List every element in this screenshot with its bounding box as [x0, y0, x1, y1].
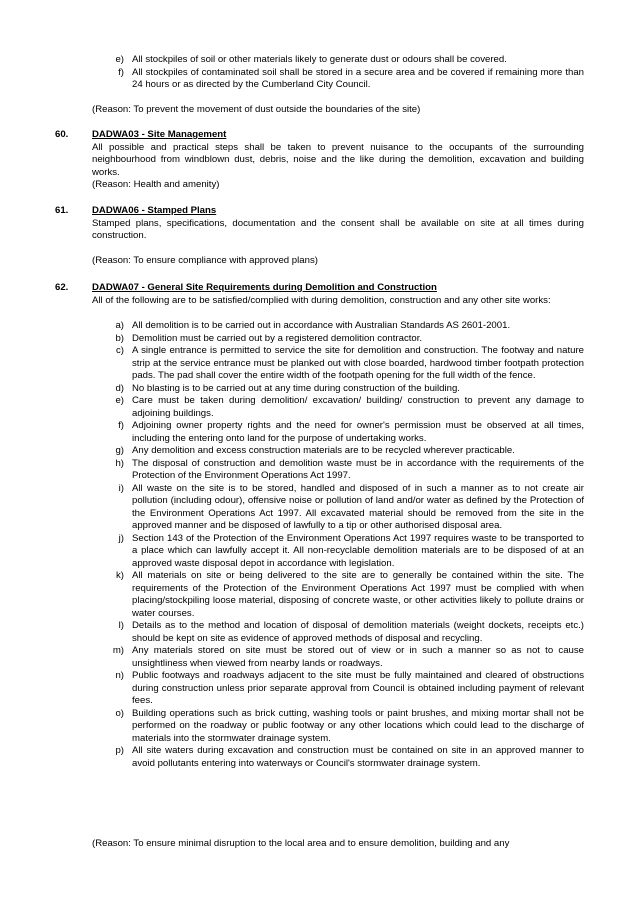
condition-62 [92, 282, 584, 307]
list-item [108, 333, 584, 346]
item-text: Public footways and roadways adjacent to the site must be fully maintained and cleared of obstructions during construction unless prior separate approval from Council is obtained including payment of relevant fees. [132, 670, 584, 706]
item-text: A single entrance is permitted to service the site for demolition and construction. The footway and nature strip at the service entrance must be planked out with close boarded, hardwood timber footpath protection pads. The pad shall cover the entire width of the footpath opening for the full width of the fence. [132, 345, 584, 381]
item-text: The disposal of construction and demolition waste must be in accordance with the requirements of the Protection of the Environment Operations Act 1997. [132, 457, 584, 481]
item-text: All demolition is to be carried out in accordance with Australian Standards AS 2601-2001. [132, 320, 511, 331]
item-letter: m) [112, 645, 124, 656]
item-text: All stockpiles of contaminated soil shall be stored in a secure area and be covered if remaining more than 24 hours or as directed by the Cumberland City Council. [132, 66, 584, 90]
item-letter: j) [118, 532, 124, 544]
condition-intro: All of the following are to be satisfied/complied with during demolition, construction and any other site works: [92, 294, 551, 306]
item-letter: f) [118, 66, 124, 78]
list-item [108, 445, 584, 458]
item-text: All site waters during excavation and construction must be contained on site in an approved manner to avoid pollutants entering into waterways or Council's stormwater drainage system. [132, 745, 584, 769]
item-text: Building operations such as brick cutting, washing tools or paint brushes, and mixing mortar shall not be performed on the roadway or public footway or any other locations which could lead to the discharge of materials into the stormwater drainage system. [132, 707, 584, 744]
item-letter: g) [115, 445, 124, 456]
condition-heading: DADWA03 - Site Management [92, 129, 227, 140]
list-item [108, 483, 584, 533]
list-item [108, 745, 584, 770]
list-item [108, 54, 584, 67]
item-letter: e) [115, 54, 124, 65]
list-item [108, 420, 584, 445]
item-letter: c) [116, 345, 124, 356]
item-letter: e) [115, 395, 124, 406]
list-item [108, 708, 584, 746]
item-text: No blasting is to be carried out at any time during construction of the building. [132, 382, 460, 394]
condition-body: All possible and practical steps shall be taken to prevent nuisance to the occupants of the surrounding neighbourhood from windblown dust, debris, noise and the like during the demolition, excavation and building works. [92, 141, 584, 178]
condition-heading: DADWA07 - General Site Requirements during Demolition and Construction [92, 282, 437, 293]
list-item [108, 395, 584, 420]
item-letter: o) [115, 707, 124, 719]
item-text: Any materials stored on site must be stored out of view or in such a manner so as not to cause unsightliness when viewed from nearby lands or roadways. [132, 645, 584, 669]
condition-60 [92, 129, 584, 192]
condition-number-62: 62. [55, 282, 69, 293]
item-letter: f) [118, 420, 124, 431]
condition-reason: (Reason: Health and amenity) [92, 179, 220, 190]
condition-number-60: 60. [55, 129, 69, 140]
requirements-list [108, 320, 584, 770]
list-item [108, 533, 584, 571]
item-text: All waste on the site is to be stored, handled and disposed of in such a manner as to not create air pollution (including odour), offensive noise or pollution of land and/or water as defined by the Protection of the Environment Operations Act 1997. All excavated material should be removed from the site in the approved manner and be disposed of lawfully to a tip or other authorised disposal area. [132, 482, 584, 531]
top-reason: (Reason: To prevent the movement of dust outside the boundaries of the site) [92, 104, 421, 115]
item-letter: a) [115, 320, 124, 331]
condition-61 [92, 205, 584, 267]
item-text: All stockpiles of soil or other materials likely to generate dust or odours shall be covered. [132, 54, 507, 65]
list-item [108, 458, 584, 483]
list-item [108, 320, 584, 333]
item-letter: i) [118, 482, 124, 494]
condition-body: Stamped plans, specifications, documentation and the consent shall be available on site at all times during construction. [92, 217, 584, 241]
list-item [108, 620, 584, 645]
list-item [108, 67, 584, 92]
item-text: Details as to the method and location of disposal of demolition materials (weight dockets, receipts etc.) should be kept on site as evidence of approved methods of disposal and recycling. [132, 620, 584, 644]
item-text: Any demolition and excess construction materials are to be recycled wherever practicable. [132, 445, 515, 456]
continued-list [108, 54, 584, 92]
list-item [108, 570, 584, 620]
item-text: All materials on site or being delivered to the site are to generally be contained within the site. The requirements of the Protection of the Environment Operations Act 1997 must be complied with when placing/stockpiling loose material, disposing of concrete waste, or other activities likely to pollute drains or water courses. [132, 570, 584, 619]
item-text: Adjoining owner property rights and the need for owner's permission must be observed at all times, including the entering onto land for the purpose of undertaking works. [132, 420, 584, 444]
list-item [108, 670, 584, 708]
item-letter: d) [115, 382, 124, 394]
item-text: Section 143 of the Protection of the Environment Operations Act 1997 requires waste to be transported to a place which can lawfully accept it. All non-recyclable demolition materials are to be disposed of at an approved waste disposal depot in accordance with legislation. [132, 532, 584, 569]
condition-reason: (Reason: To ensure compliance with approved plans) [92, 254, 318, 266]
item-letter: p) [115, 745, 124, 756]
list-item [108, 645, 584, 670]
condition-number-61: 61. [55, 205, 69, 216]
list-item [108, 383, 584, 396]
item-letter: n) [115, 670, 124, 681]
item-letter: b) [115, 332, 124, 344]
list-item [108, 345, 584, 383]
item-letter: l) [118, 620, 124, 631]
item-text: Care must be taken during demolition/ excavation/ building/ construction to prevent any damage to adjoining buildings. [132, 395, 584, 419]
item-letter: h) [115, 457, 124, 469]
condition-62-reason: (Reason: To ensure minimal disruption to the local area and to ensure demolition, building and any [92, 838, 510, 849]
condition-heading: DADWA06 - Stamped Plans [92, 205, 217, 216]
item-text: Demolition must be carried out by a registered demolition contractor. [132, 332, 423, 344]
item-letter: k) [116, 570, 124, 581]
